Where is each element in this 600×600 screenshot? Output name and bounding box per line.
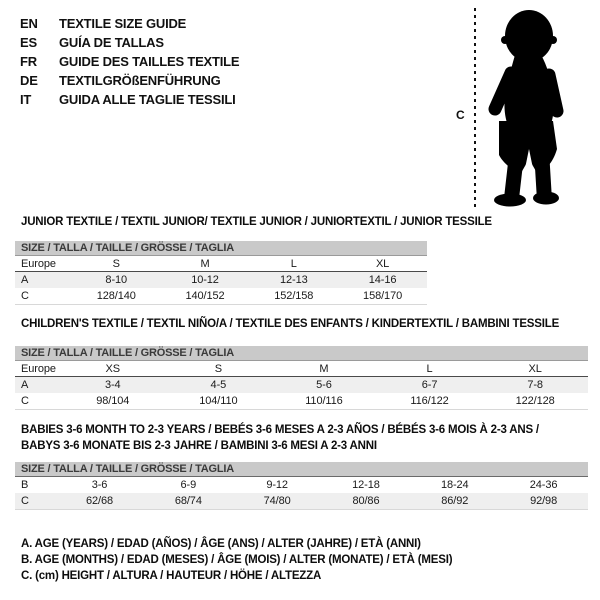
size-header-bar: SIZE / TALLA / TAILLE / GRÖSSE / TAGLIA: [15, 346, 588, 361]
guide-title-de: TEXTILGRÖßENFÜHRUNG: [59, 73, 221, 88]
cell-value: 9-12: [266, 479, 288, 491]
children-size-table: [15, 346, 588, 410]
size-col-xl: XL: [375, 258, 390, 270]
cell-value: 80/86: [352, 495, 380, 507]
size-col-l: L: [426, 363, 433, 375]
footnote-a: A. AGE (YEARS) / EDAD (AÑOS) / ÂGE (ANS) / ALTER (JAHRE) / ETÀ (ANNI): [21, 538, 421, 550]
language-row-es: [20, 33, 239, 52]
cell-value: 116/122: [410, 395, 449, 407]
language-row-en: [20, 14, 239, 33]
size-header-bar: SIZE / TALLA / TAILLE / GRÖSSE / TAGLIA: [15, 462, 588, 477]
language-code: DE: [20, 73, 38, 88]
size-header-bar: SIZE / TALLA / TAILLE / GRÖSSE / TAGLIA: [15, 241, 427, 256]
table-row-height: [15, 493, 588, 509]
size-col-m: M: [200, 258, 210, 270]
size-col-xs: XS: [105, 363, 120, 375]
cell-value: 86/92: [441, 495, 469, 507]
cell-value: 74/80: [263, 495, 291, 507]
cell-value: 8-10: [105, 274, 128, 286]
row-label: C: [21, 290, 29, 302]
language-row-fr: [20, 52, 239, 71]
column-header-row: [15, 256, 427, 272]
junior-section-title: JUNIOR TEXTILE / TEXTIL JUNIOR/ TEXTILE JUNIOR / JUNIORTEXTIL / JUNIOR TESSILE: [21, 216, 492, 228]
babies-title-line2: BABYS 3-6 MONATE BIS 2-3 JAHRE / BAMBINI 3-6 MESI A 2-3 ANNI: [21, 439, 377, 452]
footnote-legend: [21, 536, 452, 584]
table-row-height: [15, 393, 588, 409]
row-label: B: [21, 479, 29, 491]
baby-silhouette-icon: [483, 9, 569, 209]
table-row-age: [15, 272, 427, 288]
height-measure-figure: [452, 6, 598, 212]
language-code: ES: [20, 35, 37, 50]
table-row-age-months: [15, 477, 588, 493]
guide-title-en: TEXTILE SIZE GUIDE: [59, 16, 187, 31]
height-measure-label: C: [456, 108, 465, 122]
cell-value: 24-36: [529, 479, 558, 491]
cell-value: 4-5: [210, 379, 227, 391]
size-col-s: S: [214, 363, 222, 375]
cell-value: 62/68: [86, 495, 114, 507]
language-row-it: [20, 90, 239, 109]
footnote-c: C. (cm) HEIGHT / ALTURA / HAUTEUR / HÖHE / ALTEZZA: [21, 570, 322, 582]
children-section-title: CHILDREN'S TEXTILE / TEXTIL NIÑO/A / TEXTILE DES ENFANTS / KINDERTEXTIL / BAMBINI TESSILE: [21, 318, 560, 330]
language-code: FR: [20, 54, 37, 69]
language-code: EN: [20, 16, 38, 31]
babies-size-table: [15, 462, 588, 510]
guide-title-fr: GUIDE DES TAILLES TEXTILE: [59, 54, 240, 69]
footnote-b: B. AGE (MONTHS) / EDAD (MESES) / ÂGE (MOIS) / ALTER (MONATE) / ETÀ (MESI): [21, 554, 453, 566]
row-label: A: [21, 379, 29, 391]
cell-value: 110/116: [305, 395, 343, 407]
cell-value: 10-12: [191, 274, 219, 286]
cell-value: 92/98: [530, 495, 558, 507]
cell-value: 140/152: [185, 290, 225, 302]
cell-value: 122/128: [515, 395, 555, 407]
cell-value: 98/104: [96, 395, 130, 407]
cell-value: 6-7: [421, 379, 438, 391]
row-label: C: [21, 495, 29, 507]
guide-title-it: GUIDA ALLE TAGLIE TESSILI: [59, 92, 236, 107]
column-header-row: [15, 361, 588, 377]
table-row-age: [15, 377, 588, 393]
region-header: Europe: [21, 363, 56, 375]
height-dashed-line: [474, 8, 476, 210]
cell-value: 3-4: [104, 379, 121, 391]
cell-value: 68/74: [174, 495, 202, 507]
cell-value: 7-8: [527, 379, 543, 391]
size-col-s: S: [112, 258, 120, 270]
size-col-m: M: [319, 363, 329, 375]
region-header: Europe: [21, 258, 56, 270]
cell-value: 12-13: [279, 274, 308, 286]
cell-value: 18-24: [440, 479, 469, 491]
size-col-l: L: [290, 258, 297, 270]
size-col-xl: XL: [528, 363, 542, 375]
language-row-de: [20, 71, 239, 90]
babies-title-line1: BABIES 3-6 MONTH TO 2-3 YEARS / BEBÉS 3-6 MESES A 2-3 AÑOS / BÉBÉS 3-6 MOIS À 2-3 ANS /: [21, 424, 539, 436]
row-label: C: [21, 395, 29, 407]
babies-section-title: [21, 423, 539, 454]
language-title-list: [20, 14, 239, 109]
cell-value: 3-6: [91, 479, 108, 491]
cell-value: 152/158: [274, 290, 314, 302]
language-code: IT: [20, 92, 32, 107]
cell-value: 158/170: [363, 290, 403, 302]
cell-value: 6-9: [180, 479, 197, 491]
row-label: A: [21, 274, 29, 286]
guide-title-es: GUÍA DE TALLAS: [59, 35, 164, 50]
cell-value: 5-6: [316, 379, 332, 391]
junior-size-table: [15, 241, 427, 305]
cell-value: 12-18: [352, 479, 380, 491]
cell-value: 14-16: [368, 274, 397, 286]
cell-value: 128/140: [96, 290, 136, 302]
table-row-height: [15, 288, 427, 304]
cell-value: 104/110: [199, 395, 238, 407]
